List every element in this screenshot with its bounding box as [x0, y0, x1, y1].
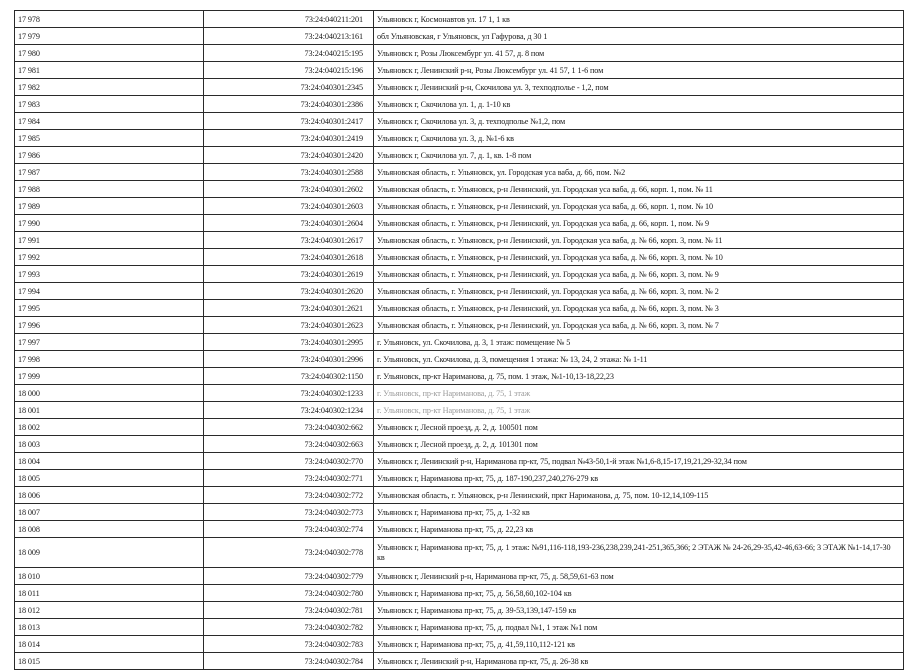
- address-cell: Ульяновская область, г. Ульяновск, ул. Городская уса ваба, д. 66, пом. №2: [374, 164, 904, 181]
- address-cell: Ульяновск г, Нариманова пр-кт, 75, д. 56,58,60,102-104 кв: [374, 585, 904, 602]
- address-cell: Ульяновск г, Нариманова пр-кт, 75, д. 39-53,139,147-159 кв: [374, 602, 904, 619]
- table-row: [15, 96, 904, 113]
- table-row: [15, 602, 904, 619]
- cadastral-number-cell: 73:24:040302:782: [204, 619, 374, 636]
- row-number-cell: 18 001: [15, 402, 204, 419]
- cadastral-number-cell: 73:24:040302:780: [204, 585, 374, 602]
- address-cell: г. Ульяновск, ул. Скочилова, д. 3, помещения 1 этажа: № 13, 24, 2 этажа: № 1-11: [374, 351, 904, 368]
- cadastral-number-cell: 73:24:040301:2417: [204, 113, 374, 130]
- address-cell: Ульяновская область, г. Ульяновск, р-н Ленинский, ул. Городская уса ваба, д. № 66, корп. 3, пом. № 7: [374, 317, 904, 334]
- address-cell: Ульяновск г, Розы Люксембург ул. 41 57, д. 8 пом: [374, 45, 904, 62]
- address-cell: Ульяновск г, Лесной проезд, д. 2, д. 100501 пом: [374, 419, 904, 436]
- table-row: [15, 351, 904, 368]
- cadastral-number-cell: 73:24:040301:2602: [204, 181, 374, 198]
- row-number-cell: 17 994: [15, 283, 204, 300]
- row-number-cell: 18 004: [15, 453, 204, 470]
- table-row: [15, 79, 904, 96]
- cadastral-number-cell: 73:24:040302:772: [204, 487, 374, 504]
- address-cell: Ульяновская область, г. Ульяновск, р-н Ленинский, ул. Городская уса ваба, д. № 66, корп. 3, пом. № 2: [374, 283, 904, 300]
- row-number-cell: 18 014: [15, 636, 204, 653]
- row-number-cell: 18 003: [15, 436, 204, 453]
- cadastral-number-cell: 73:24:040301:2617: [204, 232, 374, 249]
- cadastral-number-cell: 73:24:040301:2419: [204, 130, 374, 147]
- cadastral-number-cell: 73:24:040301:2619: [204, 266, 374, 283]
- cadastral-number-cell: 73:24:040302:779: [204, 568, 374, 585]
- cadastral-number-cell: 73:24:040215:195: [204, 45, 374, 62]
- address-cell: Ульяновская область, г. Ульяновск, р-н Ленинский, ул. Городская уса ваба, д. 66, корп. 1, пом. № 10: [374, 198, 904, 215]
- cadastral-number-cell: 73:24:040301:2618: [204, 249, 374, 266]
- table-row: [15, 521, 904, 538]
- table-row: [15, 453, 904, 470]
- cadastral-number-cell: 73:24:040301:2420: [204, 147, 374, 164]
- cadastral-number-cell: 73:24:040213:161: [204, 28, 374, 45]
- address-cell: Ульяновск г, Нариманова пр-кт, 75, д. 1-32 кв: [374, 504, 904, 521]
- row-number-cell: 17 996: [15, 317, 204, 334]
- cadastral-number-cell: 73:24:040301:2386: [204, 96, 374, 113]
- table-row: [15, 568, 904, 585]
- row-number-cell: 18 010: [15, 568, 204, 585]
- table-row: [15, 487, 904, 504]
- table-row: [15, 164, 904, 181]
- row-number-cell: 17 985: [15, 130, 204, 147]
- table-row: [15, 402, 904, 419]
- table-row: [15, 130, 904, 147]
- table-row: [15, 368, 904, 385]
- row-number-cell: 17 984: [15, 113, 204, 130]
- row-number-cell: 17 998: [15, 351, 204, 368]
- cadastral-number-cell: 73:24:040302:784: [204, 653, 374, 670]
- registry-table-body: [15, 11, 904, 670]
- cadastral-number-cell: 73:24:040215:196: [204, 62, 374, 79]
- cadastral-number-cell: 73:24:040301:2995: [204, 334, 374, 351]
- cadastral-number-cell: 73:24:040211:201: [204, 11, 374, 28]
- cadastral-number-cell: 73:24:040302:783: [204, 636, 374, 653]
- table-row: [15, 11, 904, 28]
- table-row: [15, 504, 904, 521]
- address-cell: Ульяновская область, г. Ульяновск, р-н Ленинский, ул. Городская уса ваба, д. № 66, корп. 3, пом. № 11: [374, 232, 904, 249]
- address-cell: Ульяновск г, Нариманова пр-кт, 75, д. 187-190,237,240,276-279 кв: [374, 470, 904, 487]
- registry-sheet: [14, 10, 904, 670]
- row-number-cell: 18 013: [15, 619, 204, 636]
- table-row: [15, 538, 904, 568]
- address-cell: Ульяновск г, Космонавтов ул. 17 1, 1 кв: [374, 11, 904, 28]
- table-row: [15, 636, 904, 653]
- table-row: [15, 232, 904, 249]
- address-cell: Ульяновск г, Скочилова ул. 1, д. 1-10 кв: [374, 96, 904, 113]
- row-number-cell: 18 000: [15, 385, 204, 402]
- address-cell: г. Ульяновск, пр-кт Нариманова, д. 75, 1 этаж: [374, 385, 904, 402]
- row-number-cell: 17 983: [15, 96, 204, 113]
- cadastral-number-cell: 73:24:040302:1233: [204, 385, 374, 402]
- table-row: [15, 619, 904, 636]
- address-cell: Ульяновск г, Ленинский р-н, Нариманова пр-кт, 75, д. 26-38 кв: [374, 653, 904, 670]
- address-cell: Ульяновск г, Нариманова пр-кт, 75, д. 22,23 кв: [374, 521, 904, 538]
- row-number-cell: 18 015: [15, 653, 204, 670]
- row-number-cell: 17 990: [15, 215, 204, 232]
- row-number-cell: 17 989: [15, 198, 204, 215]
- address-cell: г. Ульяновск, ул. Скочилова, д. 3, 1 этаж: помещение № 5: [374, 334, 904, 351]
- cadastral-number-cell: 73:24:040301:2604: [204, 215, 374, 232]
- table-row: [15, 283, 904, 300]
- row-number-cell: 17 980: [15, 45, 204, 62]
- address-cell: Ульяновск г, Ленинский р-н, Нариманова пр-кт, 75, подвал №43-50,1-й этаж №1,6-8,15-17,19,21,29-32,34 пом: [374, 453, 904, 470]
- address-cell: Ульяновск г, Ленинский р-н, Скочилова ул. 3, техподполье - 1,2, пом: [374, 79, 904, 96]
- registry-table: [14, 10, 904, 670]
- row-number-cell: 18 006: [15, 487, 204, 504]
- row-number-cell: 17 982: [15, 79, 204, 96]
- address-cell: Ульяновская область, г. Ульяновск, р-н Ленинский, ул. Городская уса ваба, д. № 66, корп. 3, пом. № 9: [374, 266, 904, 283]
- table-row: [15, 470, 904, 487]
- table-row: [15, 334, 904, 351]
- row-number-cell: 18 009: [15, 538, 204, 568]
- table-row: [15, 266, 904, 283]
- address-cell: Ульяновск г, Нариманова пр-кт, 75, д. 41,59,110,112-121 кв: [374, 636, 904, 653]
- cadastral-number-cell: 73:24:040302:771: [204, 470, 374, 487]
- row-number-cell: 18 007: [15, 504, 204, 521]
- address-cell: Ульяновская область, г. Ульяновск, р-н Ленинский, ул. Городская уса ваба, д. 66, корп. 1, пом. № 11: [374, 181, 904, 198]
- address-cell: Ульяновск г, Скочилова ул. 3, д. техподполье №1,2, пом: [374, 113, 904, 130]
- address-cell: Ульяновск г, Нариманова пр-кт, 75, д. 1 этаж: №91,116-118,193-236,238,239,241-251,365,366; 2 ЭТАЖ № 24-26,29-35,42-46,63-66; 3 ЭТАЖ №1-14,17-30 кв: [374, 538, 904, 568]
- row-number-cell: 17 992: [15, 249, 204, 266]
- table-row: [15, 215, 904, 232]
- cadastral-number-cell: 73:24:040301:2621: [204, 300, 374, 317]
- row-number-cell: 17 979: [15, 28, 204, 45]
- table-row: [15, 198, 904, 215]
- cadastral-number-cell: 73:24:040302:770: [204, 453, 374, 470]
- address-cell: Ульяновская область, г. Ульяновск, р-н Ленинский, ул. Городская уса ваба, д. № 66, корп. 3, пом. № 10: [374, 249, 904, 266]
- table-row: [15, 62, 904, 79]
- address-cell: Ульяновск г, Нариманова пр-кт, 75, д. подвал №1, 1 этаж №1 пом: [374, 619, 904, 636]
- row-number-cell: 17 991: [15, 232, 204, 249]
- cadastral-number-cell: 73:24:040301:2996: [204, 351, 374, 368]
- table-row: [15, 653, 904, 670]
- address-cell: Ульяновская область, г. Ульяновск, р-н Ленинский, пркт Нариманова, д. 75, пом. 10-12,14,109-115: [374, 487, 904, 504]
- row-number-cell: 17 997: [15, 334, 204, 351]
- cadastral-number-cell: 73:24:040302:662: [204, 419, 374, 436]
- cadastral-number-cell: 73:24:040301:2620: [204, 283, 374, 300]
- row-number-cell: 18 005: [15, 470, 204, 487]
- row-number-cell: 17 995: [15, 300, 204, 317]
- address-cell: Ульяновск г, Ленинский р-н, Нариманова пр-кт, 75, д. 58,59,61-63 пом: [374, 568, 904, 585]
- cadastral-number-cell: 73:24:040301:2603: [204, 198, 374, 215]
- cadastral-number-cell: 73:24:040302:1150: [204, 368, 374, 385]
- row-number-cell: 18 011: [15, 585, 204, 602]
- row-number-cell: 17 993: [15, 266, 204, 283]
- row-number-cell: 18 002: [15, 419, 204, 436]
- row-number-cell: 17 978: [15, 11, 204, 28]
- cadastral-number-cell: 73:24:040301:2588: [204, 164, 374, 181]
- row-number-cell: 18 012: [15, 602, 204, 619]
- row-number-cell: 17 981: [15, 62, 204, 79]
- table-row: [15, 45, 904, 62]
- cadastral-number-cell: 73:24:040301:2623: [204, 317, 374, 334]
- table-row: [15, 585, 904, 602]
- address-cell: Ульяновск г, Скочилова ул. 3, д. №1-6 кв: [374, 130, 904, 147]
- address-cell: обл Ульяновская, г Ульяновск, ул Гафурова, д 30 1: [374, 28, 904, 45]
- table-row: [15, 249, 904, 266]
- cadastral-number-cell: 73:24:040302:663: [204, 436, 374, 453]
- table-row: [15, 147, 904, 164]
- table-row: [15, 419, 904, 436]
- table-row: [15, 181, 904, 198]
- cadastral-number-cell: 73:24:040301:2345: [204, 79, 374, 96]
- row-number-cell: 17 986: [15, 147, 204, 164]
- address-cell: г. Ульяновск, пр-кт Нариманова, д. 75, 1 этаж: [374, 402, 904, 419]
- row-number-cell: 17 987: [15, 164, 204, 181]
- address-cell: Ульяновск г, Лесной проезд, д. 2, д. 101301 пом: [374, 436, 904, 453]
- address-cell: г. Ульяновск, пр-кт Нариманова, д. 75, пом. 1 этаж, №1-10,13-18,22,23: [374, 368, 904, 385]
- cadastral-number-cell: 73:24:040302:781: [204, 602, 374, 619]
- row-number-cell: 17 999: [15, 368, 204, 385]
- table-row: [15, 300, 904, 317]
- row-number-cell: 18 008: [15, 521, 204, 538]
- address-cell: Ульяновск г, Ленинский р-н, Розы Люксембург ул. 41 57, 1 1-6 пом: [374, 62, 904, 79]
- cadastral-number-cell: 73:24:040302:774: [204, 521, 374, 538]
- row-number-cell: 17 988: [15, 181, 204, 198]
- address-cell: Ульяновск г, Скочилова ул. 7, д. 1, кв. 1-8 пом: [374, 147, 904, 164]
- table-row: [15, 113, 904, 130]
- cadastral-number-cell: 73:24:040302:1234: [204, 402, 374, 419]
- address-cell: Ульяновская область, г. Ульяновск, р-н Ленинский, ул. Городская уса ваба, д. 66, корп. 1, пом. № 9: [374, 215, 904, 232]
- table-row: [15, 385, 904, 402]
- table-row: [15, 317, 904, 334]
- cadastral-number-cell: 73:24:040302:773: [204, 504, 374, 521]
- table-row: [15, 28, 904, 45]
- cadastral-number-cell: 73:24:040302:778: [204, 538, 374, 568]
- table-row: [15, 436, 904, 453]
- address-cell: Ульяновская область, г. Ульяновск, р-н Ленинский, ул. Городская уса ваба, д. № 66, корп. 3, пом. № 3: [374, 300, 904, 317]
